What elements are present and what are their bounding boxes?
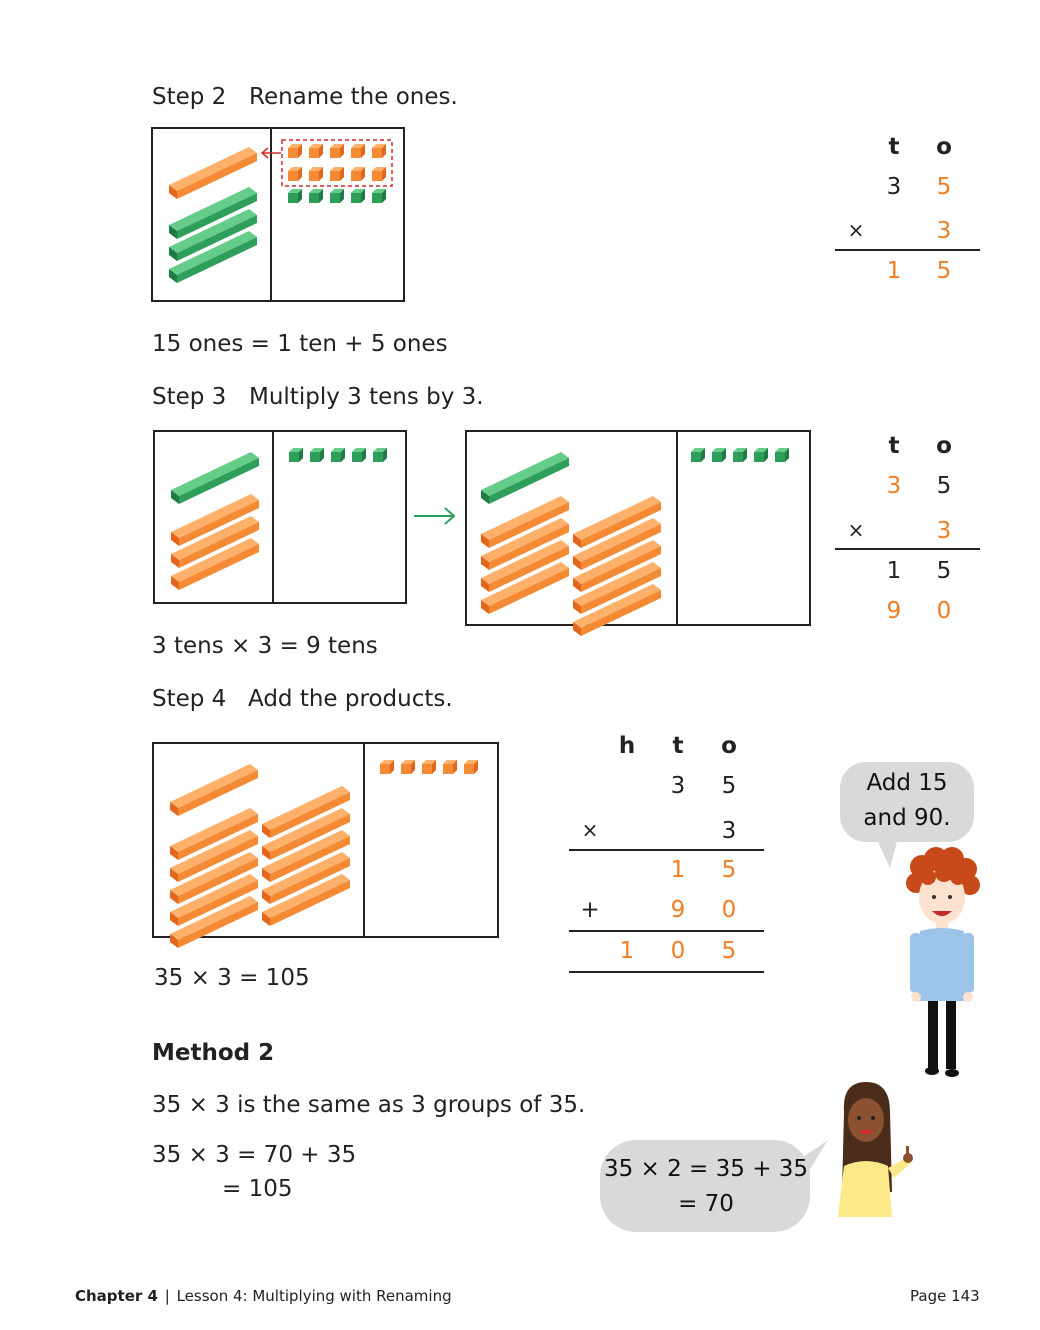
step4-label: Step 4 — [152, 686, 227, 712]
girl-bubble-line2: = 70 — [678, 1191, 734, 1217]
orange-one-cube — [288, 167, 302, 181]
orange-one-cube — [401, 760, 415, 774]
green-one-cube — [351, 189, 365, 203]
calc-rule — [569, 971, 764, 973]
boy-character — [900, 845, 985, 1080]
step3-title: Multiply 3 tens by 3. — [249, 384, 484, 410]
header-tens: t — [672, 733, 684, 759]
method2-line2: 35 × 3 = 70 + 35 — [152, 1142, 357, 1168]
step4-statement: 35 × 3 = 105 — [154, 965, 310, 991]
digit: 9 — [670, 897, 686, 923]
header-ones: o — [936, 134, 952, 160]
digit: 5 — [936, 473, 952, 499]
step3-mat-before — [153, 430, 407, 604]
digit: 5 — [721, 857, 737, 883]
green-one-cube — [310, 448, 324, 462]
digit: 1 — [619, 938, 635, 964]
green-one-cube — [754, 448, 768, 462]
green-one-cube — [372, 189, 386, 203]
orange-one-cube — [309, 144, 323, 158]
step3-blocks-before — [155, 432, 405, 602]
green-ten-rod — [171, 452, 259, 504]
digit: 9 — [886, 598, 902, 624]
green-one-cube — [330, 189, 344, 203]
step3-label: Step 3 — [152, 384, 227, 410]
header-ones: o — [721, 733, 737, 759]
orange-one-cube — [372, 167, 386, 181]
digit: 3 — [670, 773, 686, 799]
header-ones: o — [936, 433, 952, 459]
step3-mat-after — [465, 430, 811, 626]
green-one-cube — [733, 448, 747, 462]
digit: 1 — [886, 258, 902, 284]
boy-bubble-line1: Add 15 — [866, 770, 948, 796]
method2-line3: = 105 — [222, 1176, 293, 1202]
times-sign: × — [847, 218, 865, 242]
digit: 0 — [670, 938, 686, 964]
orange-one-cube — [330, 144, 344, 158]
green-one-cube — [352, 448, 366, 462]
plus-sign: + — [580, 897, 600, 923]
girl-bubble-line1: 35 × 2 = 35 + 35 — [603, 1156, 809, 1182]
footer-lesson: Lesson 4: Multiplying with Renaming — [176, 1287, 452, 1305]
orange-one-cube — [330, 167, 344, 181]
orange-one-cube — [372, 144, 386, 158]
footer-divider: | — [164, 1287, 170, 1305]
digit: 5 — [721, 938, 737, 964]
orange-one-cube — [351, 167, 365, 181]
green-one-cube — [373, 448, 387, 462]
step3-statement: 3 tens × 3 = 9 tens — [152, 633, 378, 659]
step2-statement: 15 ones = 1 ten + 5 ones — [152, 331, 448, 357]
step4-mat — [152, 742, 499, 938]
step3-blocks-after — [467, 432, 809, 624]
header-hundreds: h — [618, 733, 636, 759]
step2-label: Step 2 — [152, 84, 227, 110]
digit: 5 — [721, 773, 737, 799]
footer-page: Page 143 — [910, 1287, 980, 1305]
orange-one-cube — [351, 144, 365, 158]
green-one-cube — [331, 448, 345, 462]
header-tens: t — [888, 433, 900, 459]
green-ten-rod — [481, 452, 569, 504]
digit: 1 — [886, 558, 902, 584]
orange-one-cube — [464, 760, 478, 774]
green-one-cube — [309, 189, 323, 203]
green-one-cube — [712, 448, 726, 462]
digit: 1 — [670, 857, 686, 883]
digit: 3 — [721, 818, 737, 844]
green-one-cube — [775, 448, 789, 462]
boy-bubble-line2: and 90. — [863, 805, 951, 831]
right-arrow-icon — [414, 505, 458, 527]
step4-blocks — [154, 744, 497, 936]
green-one-cube — [288, 189, 302, 203]
digit: 5 — [936, 174, 952, 200]
calc-rule — [835, 548, 980, 550]
orange-one-cube — [422, 760, 436, 774]
digit: 3 — [936, 218, 952, 244]
green-one-cube — [289, 448, 303, 462]
orange-one-cube — [309, 167, 323, 181]
green-one-cube — [691, 448, 705, 462]
digit: 0 — [721, 897, 737, 923]
digit: 3 — [936, 518, 952, 544]
orange-one-cube — [288, 144, 302, 158]
step4-title: Add the products. — [248, 686, 453, 712]
digit: 3 — [886, 174, 902, 200]
digit: 5 — [936, 258, 952, 284]
digit: 3 — [886, 473, 902, 499]
footer-chapter: Chapter 4 — [75, 1287, 158, 1305]
method2-line1: 35 × 3 is the same as 3 groups of 35. — [152, 1092, 586, 1118]
girl-character — [832, 1082, 917, 1217]
step2-blocks — [153, 129, 403, 300]
header-tens: t — [888, 134, 900, 160]
orange-one-cube — [443, 760, 457, 774]
footer-left — [75, 1287, 452, 1305]
calc-rule — [569, 849, 764, 851]
times-sign: × — [581, 818, 599, 842]
digit: 5 — [936, 558, 952, 584]
orange-ten-rod — [170, 764, 258, 816]
digit: 0 — [936, 598, 952, 624]
times-sign: × — [847, 518, 865, 542]
calc-rule — [835, 249, 980, 251]
step2-place-value-mat — [151, 127, 405, 302]
calc-rule — [569, 930, 764, 932]
orange-one-cube — [380, 760, 394, 774]
method2-title: Method 2 — [152, 1040, 275, 1066]
step2-title: Rename the ones. — [249, 84, 458, 110]
